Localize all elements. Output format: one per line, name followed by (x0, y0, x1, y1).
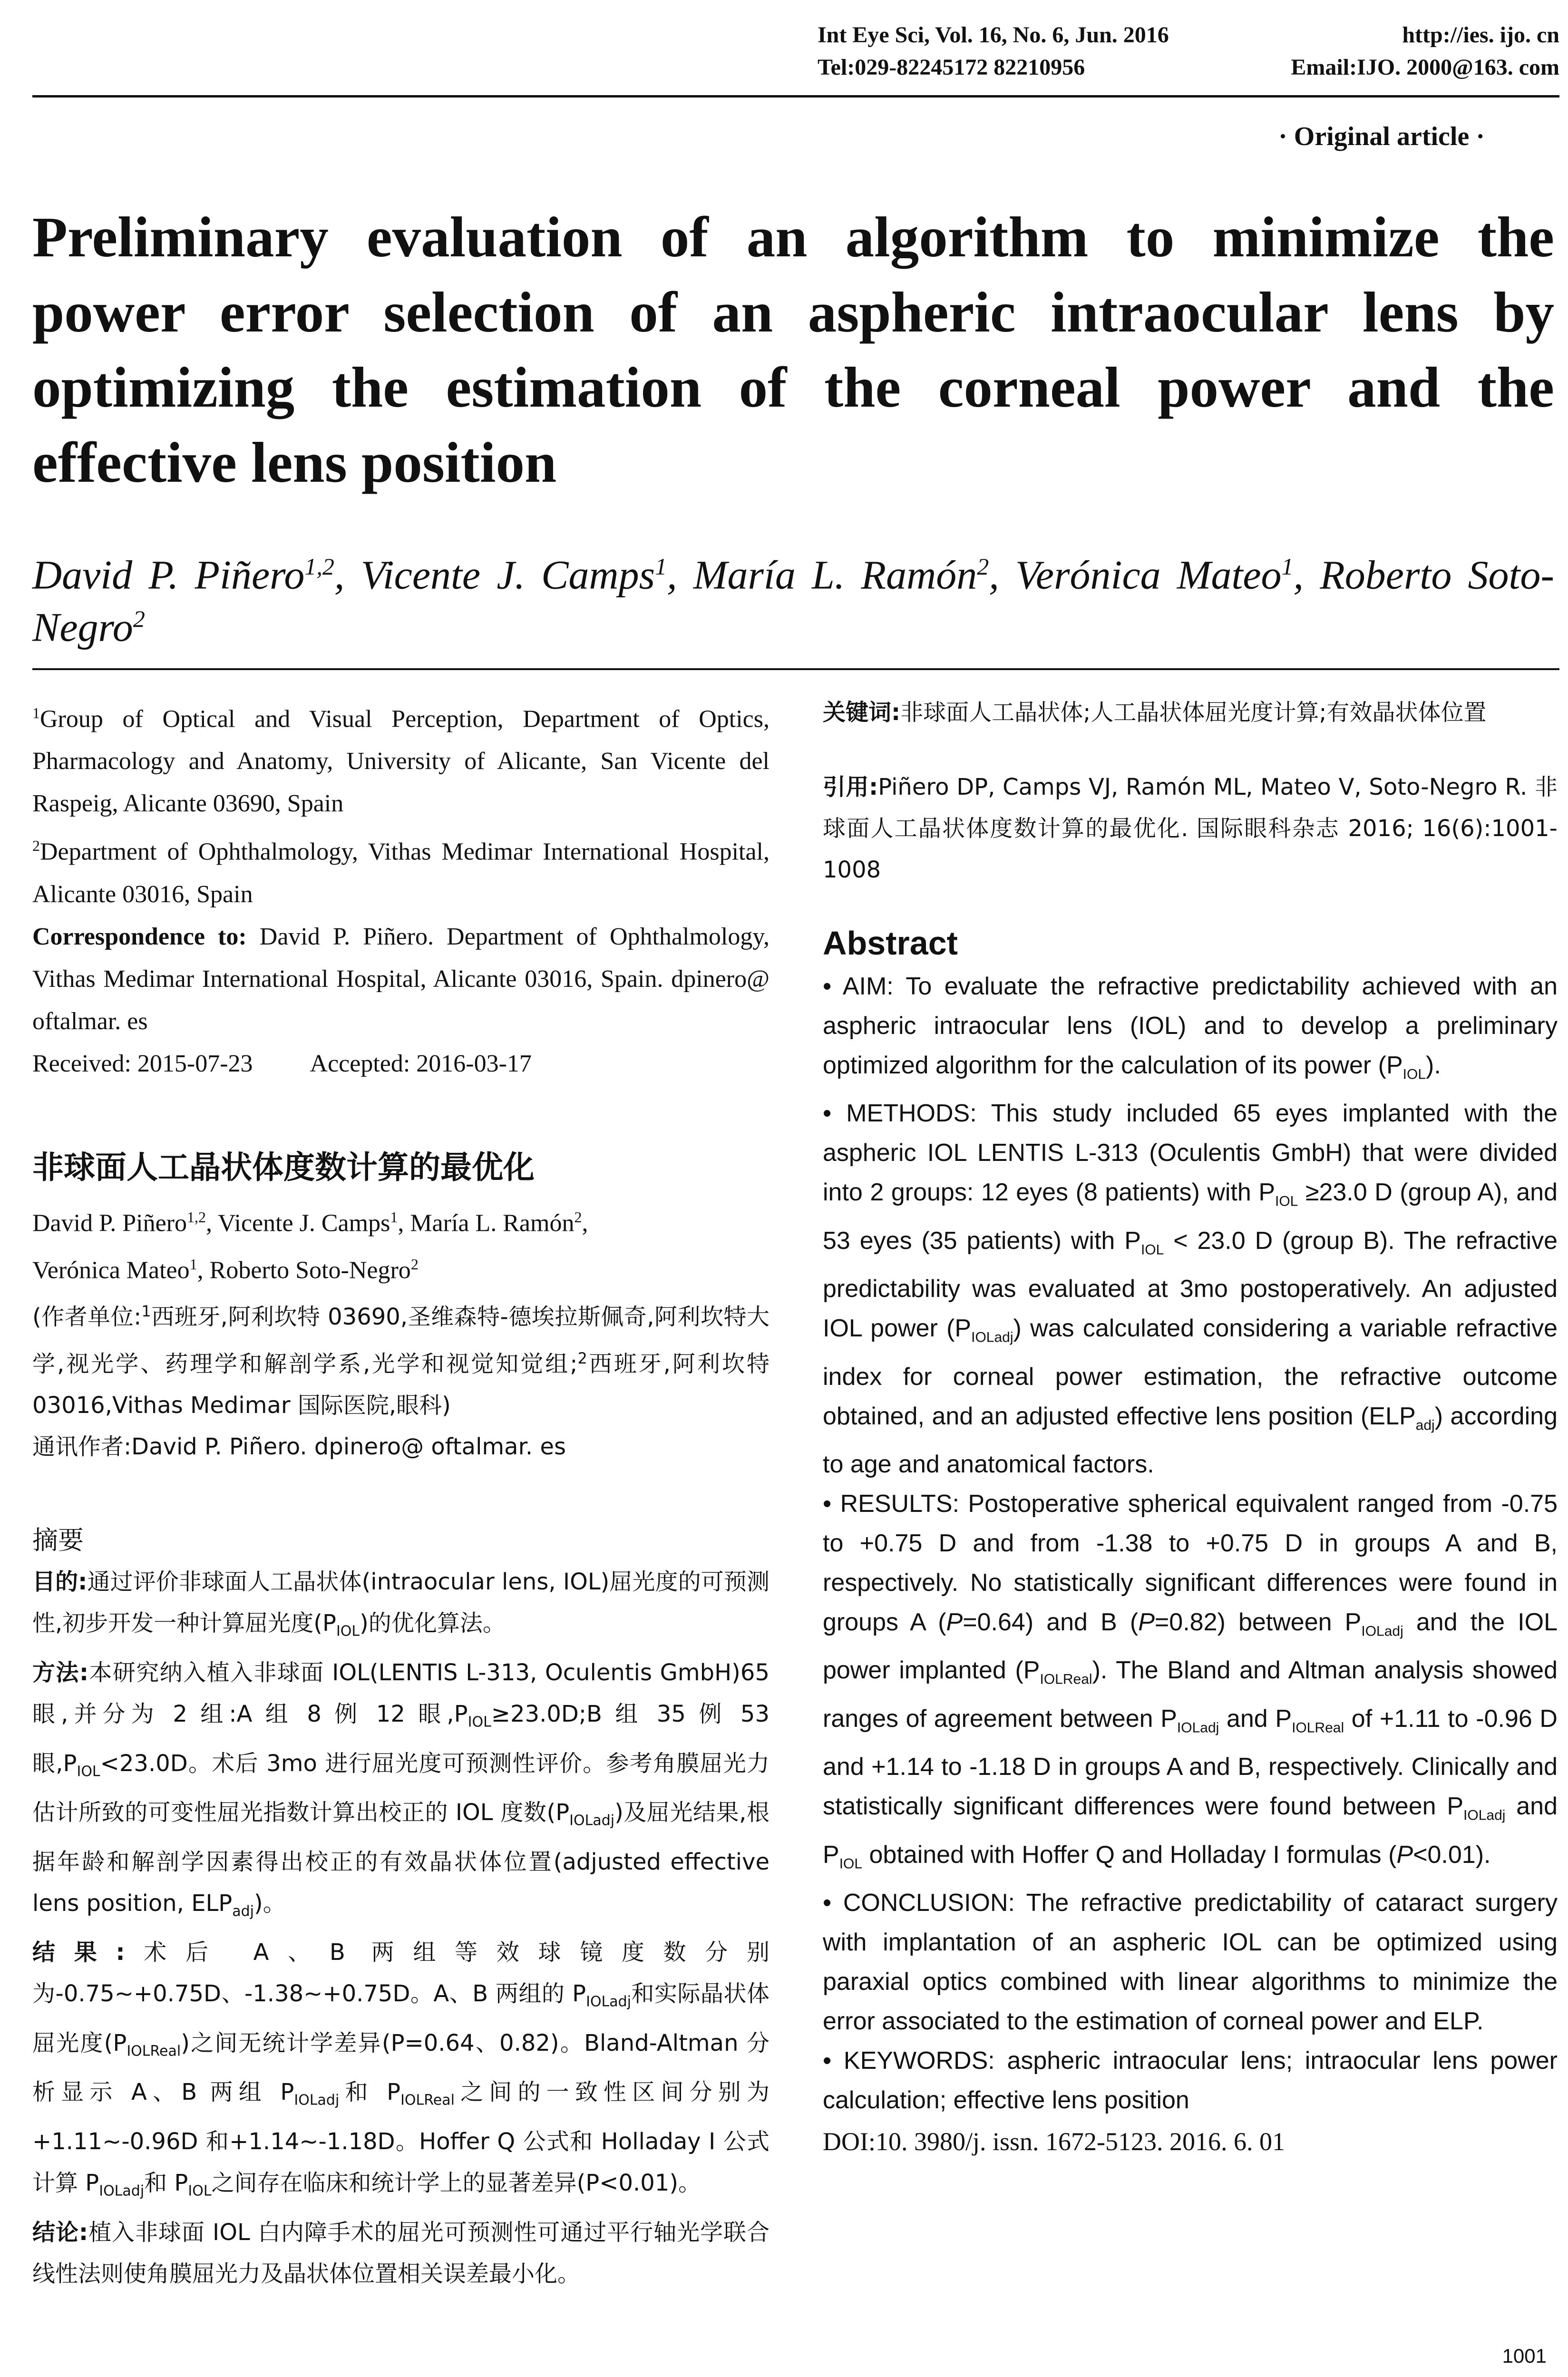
dates (32, 1042, 769, 1085)
correspondence: Correspondence to: David P. Piñero. Department of Ophthalmology, Vithas Medimar International Hospital, Alicante 03016, Spain. dpinero@ oftalmar. es (32, 923, 769, 1035)
affiliation-1: $^1$Group of Optical and Visual Perception, Department of Optics, Pharmacology and Anatomy, University of Alicante, San Vicente del Raspeig, Alicante 03690, Spain (32, 704, 769, 818)
author-name: Roberto Soto-Negro (32, 552, 1555, 650)
left-column (32, 692, 769, 2295)
author-name: Vicente J. Camps (360, 552, 655, 598)
abstract-aim: • AIM: To evaluate the refractive predictability achieved with an aspheric intraocular lens (IOL) and to develop a preliminary optimized algorithm for the calculation of its power $(P_{IOL})$. (823, 973, 1558, 1082)
journal-citation: Int Eye Sci, Vol. 16, No. 6, Jun. 2016 (818, 22, 1169, 48)
chinese-keywords: 关键词:非球面人工晶状体;人工晶状体屈光度计算;有效晶状体位置 (823, 699, 1487, 726)
chinese-methods: 方法:本研究纳入植入非球面 IOL(LENTIS L-313, Oculentis GmbH)65 眼,并分为 2 组:A 组 8 例 12 眼$,P_{IOL}\ge 23.0D;B$ 组 35 例 53 眼$,P_{IOL}<23.0D$。术后 3mo 进行屈光度可预测性评价。参考角膜屈光力估计所致的可变性屈光指数计算出校正的 IOL 度数$(P_{IOLadj})$及屈光结果,根据年龄和解剖学因素得出校正的有效晶状体位置(adjusted effective lens position, $ELP_{adj}$)。 (32, 1659, 769, 1920)
author-separator: , (334, 552, 361, 598)
abstract-keywords: • KEYWORDS: aspheric intraocular lens; intraocular lens power calculation; effective lens position (823, 2046, 1558, 2114)
doi[interactable]: DOI:10. 3980/j. issn. 1672-5123. 2016. 6. 01 (823, 2127, 1285, 2156)
author-separator: , (1293, 552, 1320, 598)
author-separator: , (667, 552, 693, 598)
chinese-aim: 目的:通过评价非球面人工晶状体(intraocular lens, IOL)屈光度的可预测性,初步开发一种计算屈光度$(P_{IOL})$的优化算法。 (32, 1568, 769, 1640)
author-affiliation-mark: 2 (133, 605, 145, 632)
article-type: · Original article · (1278, 122, 1485, 151)
journal-tel: Tel:029-82245172 82210956 (818, 55, 1085, 80)
paper-title: Preliminary evaluation of an algorithm to minimize the power error selection of an aspheric intraocular lens by optimizing the estimation of the corneal power and the effective lens position (32, 205, 1554, 495)
abstract-results: • RESULTS: Postoperative spherical equivalent ranged from -0.75 to +0.75 D and from -1.38 to +0.75 D in groups A and B, respectively. No statistically significant differences were found in groups A (P=0.64) and B (P=0.82) between $P_{IOLadj}$ and the IOL power implanted $(P_{IOLReal})$. The Bland and Altman analysis showed ranges of agreement between $P_{IOLadj}$ and $P_{IOLReal}$ of +1.11 to -0.96 D and +1.14 to -1.18 D in groups A and B, respectively. Clinically and statistically significant differences were found between $P_{IOLadj}$ and $P_{IOL}$ obtained with Hoffer Q and Holladay I formulas (P<0.01). (823, 1490, 1558, 1871)
chinese-abstract-heading: 摘要 (32, 1525, 84, 1556)
author-separator: , (989, 552, 1015, 598)
abstract-heading: Abstract (823, 925, 958, 962)
abstract-methods: • METHODS: This study included 65 eyes implanted with the aspheric IOL LENTIS L-313 (Oculentis GmbH) that were divided into 2 groups: 12 eyes (8 patients) with $P_{IOL} \ge 23.0$ D (group A), and 53 eyes (35 patients) with $P_{IOL} < 23.0$ D (group B). The refractive predictability was evaluated at 3mo postoperatively. An adjusted IOL power $(P_{IOLadj})$ was calculated considering a variable refractive index for corneal power estimation, the refractive outcome obtained, and an adjusted effective lens position $(ELP_{adj})$ according to age and anatomical factors. (823, 1100, 1558, 1478)
author-affiliation-mark: 1 (1281, 553, 1294, 580)
author-affiliation-mark: 1,2 (304, 553, 334, 580)
journal-url[interactable]: http://ies. ijo. cn (1402, 22, 1559, 48)
author-name: María L. Ramón (693, 552, 977, 598)
chinese-conclusion: 结论:植入非球面 IOL 白内障手术的屈光可预测性可通过平行轴光学联合线性法则使角膜屈光力及晶状体位置相关误差最小化。 (32, 2219, 769, 2287)
author-affiliation-mark: 2 (977, 553, 989, 580)
author-list (32, 545, 1554, 649)
chinese-unit: (作者单位:$^1$西班牙,阿利坎特 03690,圣维森特-德埃拉斯佩奇,阿利坎特大学,视光学、药理学和解剖学系,光学和视觉知觉组;$^2$西班牙,阿利坎特 03016,Vithas Medimar 国际医院,眼科) (32, 1302, 769, 1419)
right-column (823, 692, 1558, 2156)
author-name: David P. Piñero (32, 552, 305, 598)
page-number: 1001 (1502, 2345, 1547, 2367)
chinese-title: 非球面人工晶状体度数计算的最优化 (32, 1149, 535, 1186)
author-affiliation-mark: 1 (655, 553, 667, 580)
author-name: Verónica Mateo (1015, 552, 1282, 598)
affiliation-2: $^2$Department of Ophthalmology, Vithas Medimar International Hospital, Alicante 03016, Spain (32, 837, 769, 908)
chinese-citation: 引用:Piñero DP, Camps VJ, Ramón ML, Mateo V, Soto-Negro R. 非球面人工晶状体度数计算的最优化. 国际眼科杂志 2016; 16(6):1001-1008 (823, 774, 1558, 883)
chinese-authors: David P. Piñero$^{1,2}$, Vicente J. Camps$^1$, María L. Ramón$^2$, Verónica Mateo$^1$, Roberto Soto-Negro$^2$ (32, 1208, 588, 1284)
chinese-contact: 通讯作者:David P. Piñero. dpinero@ oftalmar. es (32, 1433, 566, 1461)
header-divider (32, 95, 1559, 97)
authors-divider (32, 668, 1559, 670)
journal-header (818, 19, 1559, 84)
abstract-conclusion: • CONCLUSION: The refractive predictability of cataract surgery with implantation of an aspheric IOL can be optimized using paraxial optics combined with linear algorithms to minimize the error associated to the estimation of corneal power and ELP. (823, 1889, 1558, 2035)
journal-email[interactable]: Email:IJO. 2000@163. com (1291, 55, 1559, 80)
accepted-date: Accepted: 2016-03-17 (310, 1050, 532, 1077)
received-date: Received: 2015-07-23 (32, 1050, 253, 1077)
chinese-results: 结果:术后 A、B 两组等效球镜度数分别为-0.75~+0.75D、-1.38~+0.75D。A、B 两组的 $P_{IOLadj}$和实际晶状体屈光度$(P_{IOLReal})$之间无统计学差异(P=0.64、0.82)。Bland-Altman 分析显示 A、B 两组 $P_{IOLadj}$和 $P_{IOLReal}$之间的一致性区间分别为+1.11~-0.96D 和+1.14~-1.18D。Hoffer Q 公式和 Holladay I 公式计算 $P_{IOLadj}$和 $P_{IOL}$之间存在临床和统计学上的显著差异(P<0.01)。 (32, 1939, 769, 2200)
